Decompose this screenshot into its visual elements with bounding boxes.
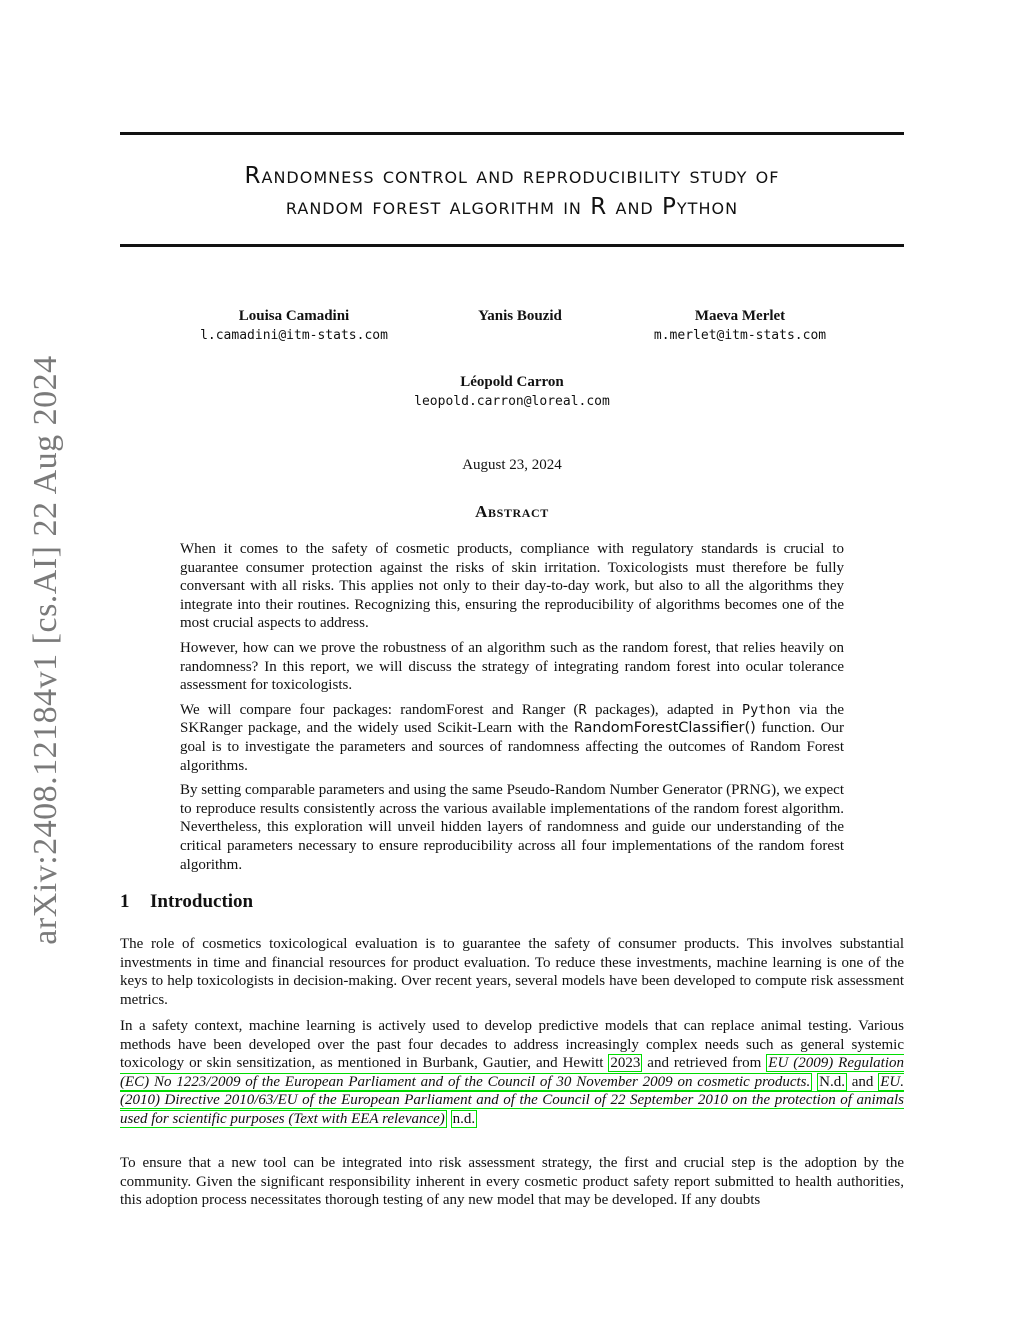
- author-name: Maeva Merlet: [694, 308, 786, 324]
- arxiv-identifier: arXiv:2408.12184v1 [cs.AI] 22 Aug 2024: [27, 355, 64, 945]
- text-run: function. Our goal is to investigate the parameters and sources of randomness affecting the outcomes of Random Forest algorithms.: [180, 720, 844, 774]
- author-email: l.camadini@itm-stats.com: [200, 328, 388, 343]
- intro-paragraph-1: The role of cosmetics toxicological evaluation is to guarantee the safety of consumer products. This involves substantial investments in time and financial resources for product evaluation. To reduce these investments, machine learning is one of the keys to help toxicologists in decision-making. Over recent years, several models have been developed to compute risk assessment metrics.: [120, 936, 904, 1008]
- abstract-paragraph-2: However, how can we prove the robustness of an algorithm such as the random forest, that relies heavily on randomness? In this report, we will discuss the strategy of integrating random forest into ocular tolerance assessment for toxicologists.: [180, 639, 844, 694]
- intro-paragraph-1-block: [120, 935, 904, 1009]
- section-title: Introduction: [150, 891, 254, 912]
- text-run: In a safety context, machine learning is actively used to develop predictive models that can replace animal testing. Various methods have been developed over the past four decades to address increasingly complex needs such as general systemic toxicology or skin sensitization, as mentioned in Burbank, Gautier, and Hewitt: [120, 1018, 904, 1072]
- citation-link-eu-2009[interactable]: EU (2009) Regulation (EC) No 1223/2009 of the European Parliament and of the Council of 30 November 2009 on cosmetic products.: [120, 1055, 904, 1090]
- author-carron: [372, 372, 652, 412]
- author-name: Louisa Camadini: [238, 308, 350, 324]
- citation-link-eu-2010[interactable]: EU. (2010) Directive 2010/63/EU of the European Parliament and of the Council of 22 September 2010 on the protection of animals used for scientific purposes (Text with EEA relevance): [120, 1073, 904, 1127]
- abstract-paragraph-4: By setting comparable parameters and using the same Pseudo-Random Number Generator (PRNG), we expect to reproduce results consistently across the various available implementations of the random forest algorithm. Nevertheless, this exploration will unveil hidden layers of randomness and guide our understanding of the critical parameters necessary to ensure reproducibility across all four implementations of the random forest algorithm.: [180, 782, 844, 873]
- section-heading-introduction: [120, 891, 904, 913]
- abstract-paragraph-1: When it comes to the safety of cosmetic products, compliance with regulatory standards is crucial to guarantee consumer protection against the risks of skin irritation. Toxicologists must therefore be fully conversant with all risks. This applies not only to their day-to-day work, but also to all the algorithms they integrate into their routines. Recognizing this, ensuring the reproducibility of algorithms becomes one of the most crucial aspects to address.: [180, 541, 844, 632]
- code-function: RandomForestClassifier(): [573, 720, 756, 737]
- text-run: and retrieved from: [642, 1055, 767, 1072]
- text-run: via the SKRanger package, and the widely used Scikit-Learn with the: [180, 701, 844, 737]
- text-run: packages), adapted in: [586, 701, 742, 718]
- author-name: Léopold Carron: [460, 374, 564, 390]
- citation-link-nd-1[interactable]: N.d.: [819, 1073, 845, 1090]
- code-r: R: [578, 701, 587, 718]
- citation-link-burbank[interactable]: 2023: [610, 1055, 641, 1072]
- abstract-body: [180, 540, 844, 880]
- title-rule-bottom: [120, 244, 904, 247]
- title-rule-top: [120, 132, 904, 135]
- intro-paragraph-3-block: [120, 1154, 904, 1210]
- author-merlet: [600, 306, 880, 346]
- text-run: We will compare four packages: randomForest and Ranger (: [180, 701, 579, 718]
- code-python: Python: [741, 701, 791, 718]
- abstract-heading: Abstract: [475, 502, 549, 521]
- intro-paragraph-2: [120, 1017, 904, 1129]
- intro-paragraph-2-block: [120, 1017, 904, 1129]
- intro-paragraph-3: To ensure that a new tool can be integrated into risk assessment strategy, the first and crucial step is the adoption by the community. Given the significant responsibility inherent in every cosmetic product safety report submitted to health authorities, this adoption process necessitates thorough testing of any new model that may be developed. If any doubts: [120, 1155, 904, 1209]
- author-email: m.merlet@itm-stats.com: [653, 328, 827, 343]
- title-line-1: Randomness control and reproducibility study of: [244, 163, 780, 189]
- title-line-2: random forest algorithm in R and Python: [285, 194, 739, 220]
- abstract-paragraph-3: [180, 701, 844, 775]
- text-run: and: [846, 1073, 879, 1090]
- author-email: leopold.carron@loreal.com: [414, 394, 610, 409]
- text-run: [447, 1111, 451, 1127]
- paper-title: [120, 161, 904, 223]
- paper-date: August 23, 2024: [462, 457, 562, 473]
- section-number: 1: [120, 891, 130, 912]
- citation-link-nd-2[interactable]: n.d.: [452, 1110, 476, 1127]
- author-name: Yanis Bouzid: [478, 308, 562, 324]
